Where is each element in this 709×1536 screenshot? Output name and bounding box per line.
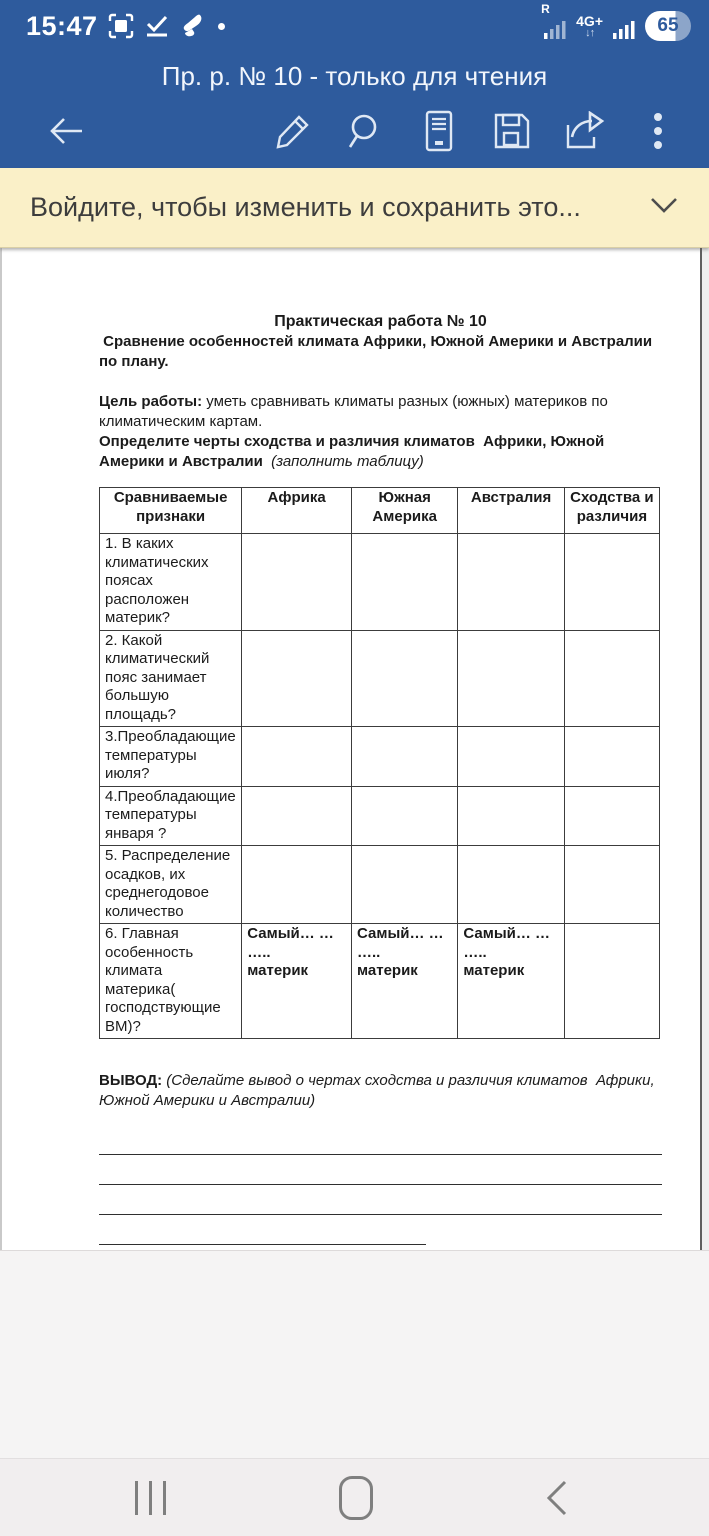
empty-cell xyxy=(564,786,659,846)
back-button[interactable] xyxy=(37,103,95,159)
document-page xyxy=(0,248,702,1250)
overflow-menu-button[interactable] xyxy=(629,103,687,159)
doc-title: Практическая работа № 10 xyxy=(274,313,487,330)
notification-dot-icon xyxy=(218,23,225,30)
save-icon xyxy=(492,111,532,151)
back-arrow-icon xyxy=(47,116,85,146)
app-background xyxy=(0,1250,709,1458)
clock: 15:47 xyxy=(26,10,98,41)
empty-cell xyxy=(242,727,352,787)
empty-cell xyxy=(564,924,659,1039)
window-title: Пр. р. № 10 - только для чтения xyxy=(161,60,548,91)
empty-cell xyxy=(351,846,457,924)
row-label: 1. В каких климатических поясах расположен материк? xyxy=(100,534,242,631)
blank-line xyxy=(99,1155,662,1185)
col-header-criteria: Сравниваемые признаки xyxy=(100,488,242,534)
table-row xyxy=(100,630,660,727)
empty-cell xyxy=(458,534,564,631)
battery-icon xyxy=(645,11,691,41)
row-label: 3.Преобладающие температуры июля? xyxy=(100,727,242,787)
table-row xyxy=(100,846,660,924)
empty-cell xyxy=(458,846,564,924)
roaming-signal-icon xyxy=(541,2,567,41)
share-icon xyxy=(564,111,606,151)
comparison-table xyxy=(99,487,660,1039)
nav-back-button[interactable] xyxy=(545,1478,569,1518)
toolbar xyxy=(0,100,709,168)
edit-button[interactable] xyxy=(264,103,322,159)
empty-cell xyxy=(351,630,457,727)
home-button[interactable] xyxy=(339,1476,373,1520)
fill-cell-samerica: Самый… … ….. материк xyxy=(351,924,457,1039)
fill-cell-australia: Самый… … ….. материк xyxy=(458,924,564,1039)
screenshot-icon xyxy=(108,13,134,39)
task-italic-text: (заполнить таблицу) xyxy=(262,453,424,470)
empty-cell xyxy=(242,846,352,924)
col-header-africa: Африка xyxy=(242,488,352,534)
table-row xyxy=(100,534,660,631)
table-row xyxy=(100,727,660,787)
kebab-menu-icon xyxy=(653,111,663,151)
table-row xyxy=(100,924,660,1039)
goal-label: Цель работы: xyxy=(99,393,203,410)
roaming-label: R xyxy=(541,2,550,16)
document-title-bar xyxy=(0,52,709,100)
col-header-simdiff: Сходства и различия xyxy=(564,488,659,534)
signin-banner[interactable] xyxy=(0,168,709,248)
document-viewport[interactable] xyxy=(0,248,709,1250)
empty-cell xyxy=(351,534,457,631)
empty-cell xyxy=(351,727,457,787)
empty-cell xyxy=(564,727,659,787)
blank-line xyxy=(99,1185,662,1215)
empty-cell xyxy=(242,786,352,846)
row-label: 6. Главная особенность климата материка( господствующие ВМ)? xyxy=(100,924,242,1039)
empty-cell xyxy=(242,630,352,727)
col-header-samerica: Южная Америка xyxy=(351,488,457,534)
search-icon xyxy=(346,111,386,151)
empty-cell xyxy=(458,786,564,846)
android-nav-bar xyxy=(0,1458,709,1536)
chevron-down-icon[interactable] xyxy=(649,196,679,219)
table-header-row xyxy=(100,488,660,534)
empty-cell xyxy=(458,727,564,787)
row-label: 4.Преобладающие температуры января ? xyxy=(100,786,242,846)
share-button[interactable] xyxy=(556,103,614,159)
save-button[interactable] xyxy=(483,103,541,159)
fill-cell-africa: Самый… … ….. материк xyxy=(242,924,352,1039)
pencil-icon xyxy=(273,111,313,151)
battery-level: 65 xyxy=(657,15,679,36)
empty-cell xyxy=(564,846,659,924)
answer-lines xyxy=(99,1125,662,1245)
empty-cell xyxy=(564,630,659,727)
back-chevron-icon xyxy=(545,1478,569,1518)
row-label: 5. Распределение осадков, их среднегодовое количество xyxy=(100,846,242,924)
goal-text: уметь сравнивать климаты разных (южных) материков по климатическим картам. xyxy=(99,393,613,430)
row-label: 2. Какой климатический пояс занимает большую площадь? xyxy=(100,630,242,727)
blank-line xyxy=(99,1125,662,1155)
empty-cell xyxy=(458,630,564,727)
conclusion-label: ВЫВОД: xyxy=(99,1072,163,1089)
check-underline-icon xyxy=(144,14,170,38)
blank-line xyxy=(99,1215,426,1245)
mobile-view-button[interactable] xyxy=(410,103,468,159)
doc-subtitle: Сравнение особенностей климата Африки, Южной Америки и Австралии по плану. xyxy=(99,333,657,370)
app-header xyxy=(0,0,709,168)
doc-task-paragraph xyxy=(99,432,662,472)
empty-cell xyxy=(242,534,352,631)
doc-conclusion-paragraph xyxy=(99,1071,662,1111)
mobile-view-icon xyxy=(421,110,457,152)
empty-cell xyxy=(564,534,659,631)
empty-cell xyxy=(351,786,457,846)
conclusion-text: (Сделайте вывод о чертах сходства и различия климатов Африки, Южной Америки и Австралии) xyxy=(99,1072,659,1109)
foot-icon xyxy=(180,13,206,39)
doc-goal-paragraph xyxy=(99,392,662,432)
recents-button[interactable] xyxy=(135,1481,166,1515)
task-bold-text: Определите черты сходства и различия климатов Африки, Южной Америки и Австралии xyxy=(99,433,609,470)
status-bar xyxy=(0,0,709,52)
search-button[interactable] xyxy=(337,103,395,159)
col-header-australia: Австралия xyxy=(458,488,564,534)
signin-banner-message: Войдите, чтобы изменить и сохранить это... xyxy=(30,192,581,222)
table-row xyxy=(100,786,660,846)
network-type-icon: 4G+ ↓↑ xyxy=(576,12,603,39)
signal-strength-icon xyxy=(612,11,636,41)
